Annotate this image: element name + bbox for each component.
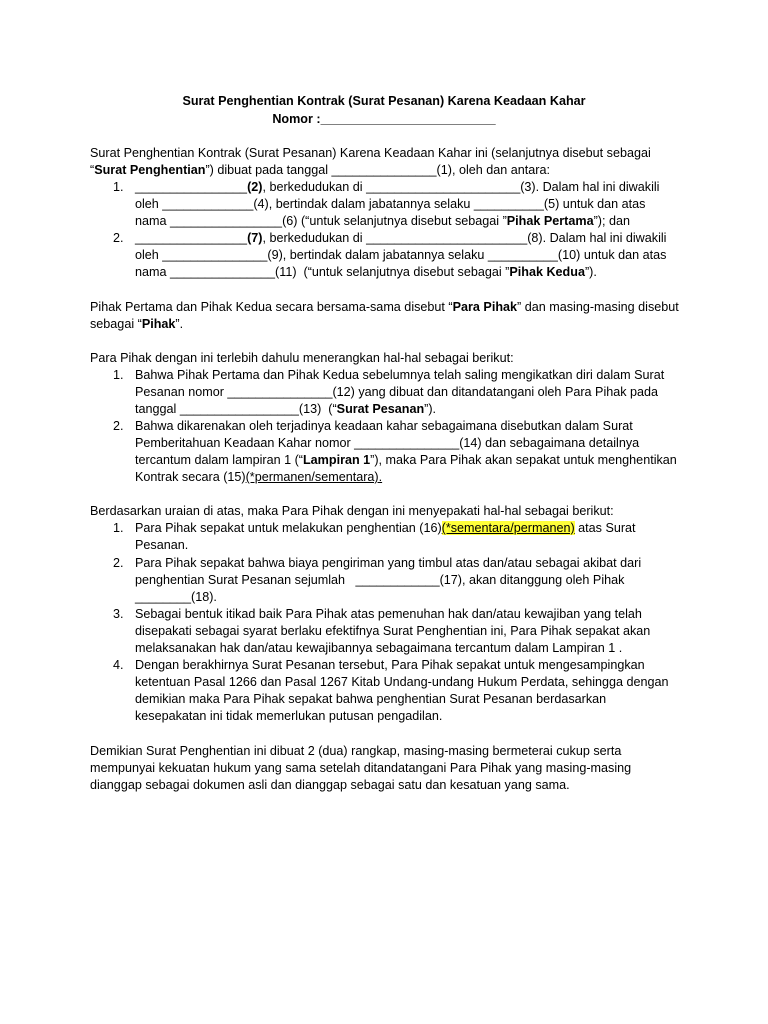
closing-line-2: mempunyai kekuatan hukum yang sama setelah ditandatangani Para Pihak yang masing-masing xyxy=(90,761,632,775)
term-pihak: Pihak xyxy=(141,317,176,331)
party-1-line-3: nama ________________(6) (“untuk selanjutnya disebut sebagai ”Pihak Pertama”); dan xyxy=(135,214,630,228)
party-2-line-2: oleh _______________(9), bertindak dalam jabatannya selaku __________(10) untuk dan atas xyxy=(135,248,667,262)
agreement-2-line-2: penghentian Surat Pesanan sejumlah ____________(17), akan ditanggung oleh Pihak xyxy=(135,573,625,587)
agreement-4-line-4: kesepakatan ini tidak memerlukan putusan pengadilan. xyxy=(135,709,443,723)
recital-1-line-3: tanggal _________________(13) (“Surat Pesanan”). xyxy=(135,402,437,416)
party-2-number: 2. xyxy=(113,231,124,245)
recital-2-line-4: Kontrak secara (15)(*permanen/sementara). xyxy=(135,470,383,484)
agreement-1-line-1: Para Pihak sepakat untuk melakukan penghentian (16)(*sementara/permanen) atas Surat xyxy=(135,521,636,535)
option-sementara-permanen-highlighted: (*sementara/permanen) xyxy=(441,521,575,535)
agreement-1-line-2: Pesanan. xyxy=(135,538,189,552)
agreement-3-line-3: melaksanakan hak dan/atau kewajibannya sebagaimana tercantum dalam Lampiran 1 . xyxy=(135,641,623,655)
agreement-1-number: 1. xyxy=(113,521,124,535)
recital-2-line-2: Pemberitahuan Keadaan Kahar nomor _______________(14) dan sebagaimana detailnya xyxy=(135,436,640,450)
term-surat-penghentian: Surat Penghentian xyxy=(94,163,206,177)
agreement-4-line-2: ketentuan Pasal 1266 dan Pasal 1267 Kitab Undang-undang Hukum Perdata, sehingga dengan xyxy=(135,675,669,689)
recitals-intro: Para Pihak dengan ini terlebih dahulu menerangkan hal-hal sebagai berikut: xyxy=(90,351,514,365)
agreement-4-line-3: demikian maka Para Pihak sepakat bahwa penghentian Surat Pesanan berdasarkan xyxy=(135,692,607,706)
recital-2-line-1: Bahwa dikarenakan oleh terjadinya keadaan kahar sebagaimana disebutkan dalam Surat xyxy=(135,419,633,433)
party-2-line-1: ________________(7), berkedudukan di _______________________(8). Dalam hal ini diwakili xyxy=(135,231,667,245)
term-pihak-pertama: Pihak Pertama xyxy=(506,214,594,228)
para-pihak-line-2: sebagai “Pihak”. xyxy=(90,317,184,331)
closing-line-3: dianggap sebagai dokumen asli dan dianggap sebagai satu dan kesatuan yang sama. xyxy=(90,778,570,792)
party-1-line-1: ________________(2), berkedudukan di ______________________(3). Dalam hal ini diwakili xyxy=(135,180,660,194)
intro-line-2: “Surat Penghentian”) dibuat pada tanggal _______________(1), oleh dan antara: xyxy=(90,163,550,177)
agreement-3-line-1: Sebagai bentuk itikad baik Para Pihak atas pemenuhan hak dan/atau kewajiban yang telah xyxy=(135,607,642,621)
document-title: Surat Penghentian Kontrak (Surat Pesanan) Karena Keadaan Kahar xyxy=(182,94,586,108)
term-lampiran-1: Lampiran 1 xyxy=(302,453,371,467)
para-pihak-line-1: Pihak Pertama dan Pihak Kedua secara bersama-sama disebut “Para Pihak” dan masing-masing disebut xyxy=(90,300,679,314)
agreement-2-line-3: ________(18). xyxy=(135,590,217,604)
party-1-line-2: oleh _____________(4), bertindak dalam jabatannya selaku __________(5) untuk dan atas xyxy=(135,197,646,211)
term-surat-pesanan: Surat Pesanan xyxy=(336,402,425,416)
recital-1-line-1: Bahwa Pihak Pertama dan Pihak Kedua sebelumnya telah saling mengikatkan diri dalam Surat xyxy=(135,368,665,382)
agreement-3-line-2: disepakati sebagai syarat berlaku efektifnya Surat Penghentian ini, Para Pihak sepakat akan xyxy=(135,624,651,638)
recital-1-line-2: Pesanan nomor _______________(12) yang dibuat dan ditandatangani oleh Para Pihak pada xyxy=(135,385,659,399)
option-permanen-sementara: (*permanen/sementara). xyxy=(245,470,383,484)
recital-2-number: 2. xyxy=(113,419,124,433)
term-pihak-kedua: Pihak Kedua xyxy=(509,265,585,279)
agreement-2-line-1: Para Pihak sepakat bahwa biaya pengiriman yang timbul atas dan/atau sebagai akibat dari xyxy=(135,556,642,570)
party-1-number: 1. xyxy=(113,180,124,194)
party-2-line-3: nama _______________(11) (“untuk selanjutnya disebut sebagai ”Pihak Kedua”). xyxy=(135,265,597,279)
intro-line-1: Surat Penghentian Kontrak (Surat Pesanan) Karena Keadaan Kahar ini (selanjutnya disebut sebagai xyxy=(90,146,651,160)
agreements-intro: Berdasarkan uraian di atas, maka Para Pihak dengan ini menyepakati hal-hal sebagai berikut: xyxy=(90,504,614,518)
document-number-line: Nomor :_________________________ xyxy=(272,112,496,126)
recital-1-number: 1. xyxy=(113,368,124,382)
closing-line-1: Demikian Surat Penghentian ini dibuat 2 (dua) rangkap, masing-masing bermeterai cukup serta xyxy=(90,744,622,758)
agreement-4-line-1: Dengan berakhirnya Surat Pesanan tersebut, Para Pihak sepakat untuk mengesampingkan xyxy=(135,658,645,672)
term-para-pihak: Para Pihak xyxy=(452,300,518,314)
agreement-4-number: 4. xyxy=(113,658,124,672)
agreement-3-number: 3. xyxy=(113,607,124,621)
agreement-2-number: 2. xyxy=(113,556,124,570)
recital-2-line-3: tercantum dalam lampiran 1 (“Lampiran 1”), maka Para Pihak akan sepakat untuk menghentikan xyxy=(135,453,677,467)
